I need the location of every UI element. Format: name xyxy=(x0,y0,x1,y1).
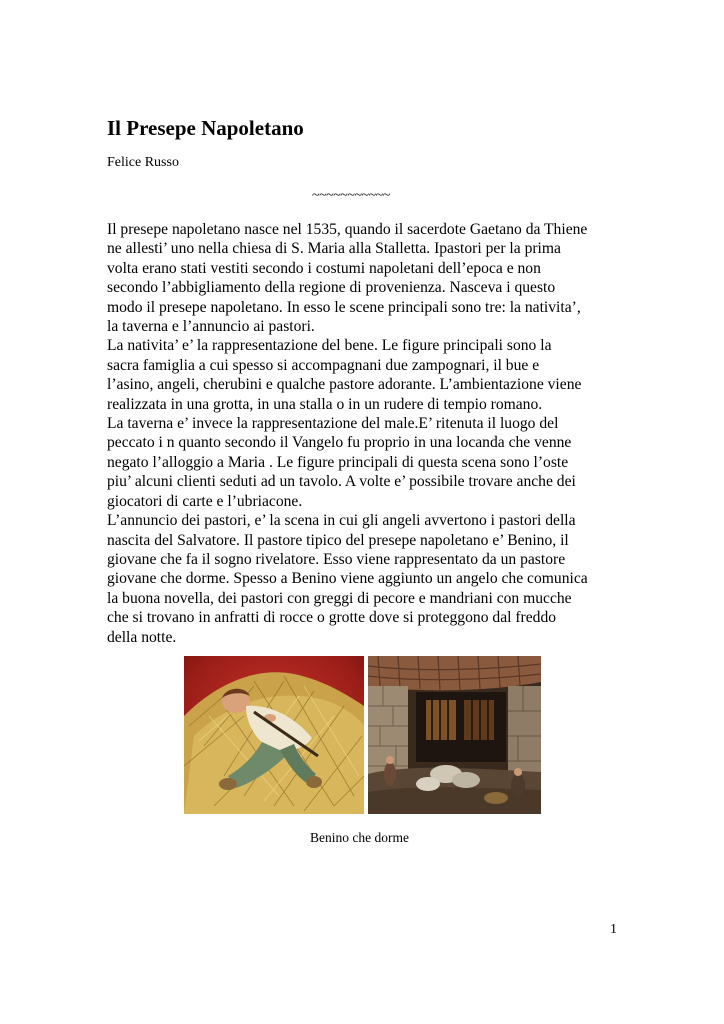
presepe-scene-photo xyxy=(368,656,541,814)
body-line: piu’ alcuni clienti seduti ad un tavolo. A volte e’ possibile trovare anche dei xyxy=(107,473,576,491)
body-line: l’asino, angeli, cherubini e qualche pastore adorante. L’ambientazione viene xyxy=(107,376,582,394)
body-line: giovane che fa il sogno rivelatore. Esso viene rappresentato da un pastore xyxy=(107,550,566,568)
body-line: realizzata in una grotta, in una stalla o in un rudere di tempio romano. xyxy=(107,395,543,413)
body-line: La nativita’ e’ la rappresentazione del bene. Le figure principali sono la xyxy=(107,337,552,355)
body-line: sacra famiglia a cui spesso si accompagnani due zampognari, il bue e xyxy=(107,356,540,374)
page-number: 1 xyxy=(610,922,617,937)
body-line: volta erano stati vestiti secondo i costumi napoletani dell’epoca e non xyxy=(107,259,541,277)
image-caption: Benino che dorme xyxy=(310,830,409,845)
body-line: che si trovano in anfratti di rocce o grotte dove si proteggono dal freddo xyxy=(107,609,557,627)
body-line: Il presepe napoletano nasce nel 1535, quando il sacerdote Gaetano da Thiene xyxy=(107,221,588,238)
body-text xyxy=(107,220,627,647)
body-line: secondo l’abbigliamento della regione di provenienza. Nasceva i questo xyxy=(107,279,556,297)
body-line: la buona novella, dei pastori con greggi di pecore e mandriani con mucche xyxy=(107,589,572,607)
body-line: peccato i n quanto secondo il Vangelo fu proprio in una locanda che venne xyxy=(107,434,572,452)
body-line: L’annuncio dei pastori, e’ la scena in cui gli angeli avvertono i pastori della xyxy=(107,512,576,530)
body-line: La taverna e’ invece la rappresentazione del male.E’ ritenuta il luogo del xyxy=(107,415,559,433)
tilde-separator: ~~~~~~~~~~~ xyxy=(312,188,390,203)
body-line: giocatori di carte e l’ubriacone. xyxy=(107,492,303,510)
body-line: della notte. xyxy=(107,628,177,646)
sleeping-shepherd-photo xyxy=(184,656,364,814)
body-line: modo il presepe napoletano. In esso le scene principali sono tre: la nativita’, xyxy=(107,298,581,316)
body-line: nascita del Salvatore. Il pastore tipico del presepe napoletano e’ Benino, il xyxy=(107,531,569,549)
body-line: ne allesti’ uno nella chiesa di S. Maria alla Stalletta. Ipastori per la prima xyxy=(107,240,561,258)
body-line: la taverna e l’annuncio ai pastori. xyxy=(107,318,315,336)
author-name: Felice Russo xyxy=(107,155,179,170)
body-line: giovane che dorme. Spesso a Benino viene aggiunto un angelo che comunica xyxy=(107,570,588,588)
body-line: negato l’alloggio a Maria . Le figure principali di questa scena sono l’oste xyxy=(107,453,569,471)
document-title: Il Presepe Napoletano xyxy=(107,116,304,140)
